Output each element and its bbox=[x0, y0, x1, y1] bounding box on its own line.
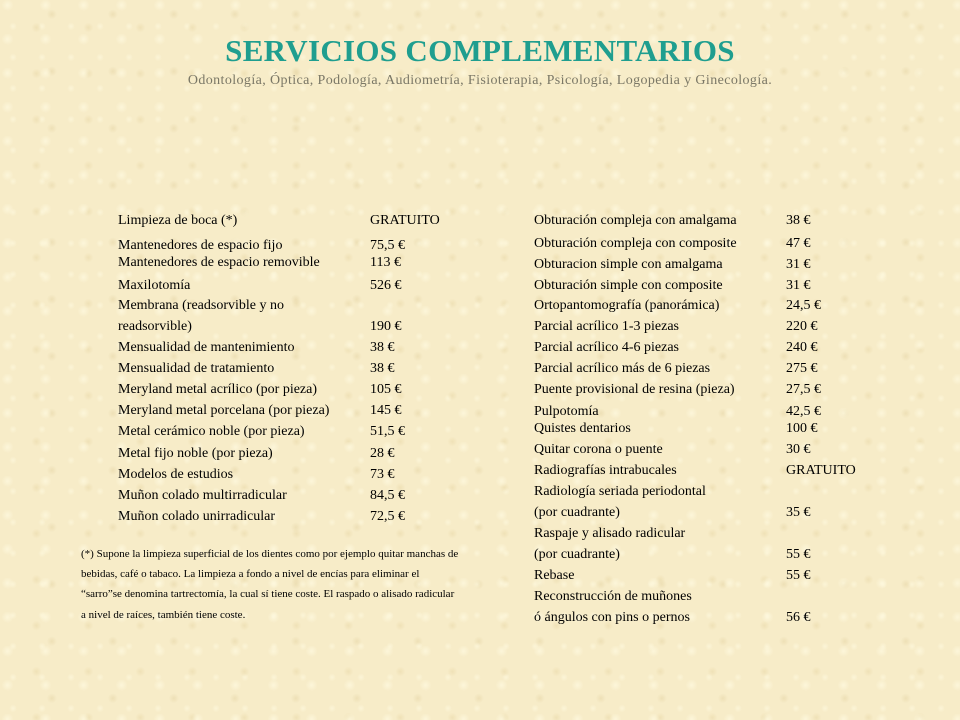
service-price: 72,5 € bbox=[370, 509, 405, 524]
service-label: Raspaje y alisado radicular bbox=[534, 526, 686, 541]
service-label: Quitar corona o puente bbox=[534, 442, 663, 457]
service-price: 113 € bbox=[370, 255, 401, 270]
service-label: Rebase bbox=[534, 568, 575, 583]
service-price: 38 € bbox=[370, 361, 395, 376]
service-price: 55 € bbox=[786, 568, 811, 583]
service-price: 526 € bbox=[370, 278, 402, 293]
service-price: 190 € bbox=[370, 319, 402, 334]
service-label: Maxilotomía bbox=[118, 278, 191, 293]
service-price: 240 € bbox=[786, 340, 818, 355]
service-label: Obturación simple con composite bbox=[534, 278, 723, 293]
service-label: Parcial acrílico más de 6 piezas bbox=[534, 361, 711, 376]
service-label: Limpieza de boca (*) bbox=[118, 213, 238, 228]
service-price: 28 € bbox=[370, 446, 395, 461]
service-price: GRATUITO bbox=[370, 213, 440, 228]
service-label: Meryland metal acrílico (por pieza) bbox=[118, 382, 318, 397]
service-price: 56 € bbox=[786, 610, 811, 625]
service-label: Obturación compleja con amalgama bbox=[534, 213, 737, 228]
service-price: 84,5 € bbox=[370, 488, 405, 503]
service-label: Mensualidad de tratamiento bbox=[118, 361, 275, 376]
service-label: Mantenedores de espacio fijo bbox=[118, 238, 283, 253]
service-label: Metal cerámico noble (por pieza) bbox=[118, 424, 305, 439]
service-label: readsorvible) bbox=[118, 319, 192, 334]
service-label: Obturación compleja con composite bbox=[534, 236, 737, 251]
service-label: Modelos de estudios bbox=[118, 467, 234, 482]
service-label: Radiografías intrabucales bbox=[534, 463, 677, 478]
service-label: Metal fijo noble (por pieza) bbox=[118, 446, 273, 461]
service-price: 38 € bbox=[786, 213, 811, 228]
service-label: Muñon colado unirradicular bbox=[118, 509, 276, 524]
service-price: 35 € bbox=[786, 505, 811, 520]
footnote: (*) Supone la limpieza superficial de los dientes como por ejemplo quitar manchas de bebidas, café o tabaco. La limpieza a fondo a nivel de encías para eliminar el “sarro”se denomina tartrectomía, la cual sí tiene coste. El raspado o alisado radicular a nivel de raíces, también tiene coste. bbox=[81, 548, 459, 621]
service-label: Radiología seriada periodontal bbox=[534, 484, 706, 499]
service-label: Mantenedores de espacio removible bbox=[118, 255, 320, 270]
service-price: 42,5 € bbox=[786, 404, 821, 419]
service-label: Parcial acrílico 4-6 piezas bbox=[534, 340, 679, 355]
service-label: Ortopantomografía (panorámica) bbox=[534, 298, 720, 313]
service-price: 100 € bbox=[786, 421, 818, 436]
service-label: (por cuadrante) bbox=[534, 505, 620, 520]
service-label: Membrana (readsorvible y no bbox=[118, 298, 284, 313]
service-price: 275 € bbox=[786, 361, 818, 376]
page-title: SERVICIOS COMPLEMENTARIOS bbox=[225, 33, 735, 68]
service-price: 30 € bbox=[786, 442, 811, 457]
service-label: Mensualidad de mantenimiento bbox=[118, 340, 295, 355]
service-label: Meryland metal porcelana (por pieza) bbox=[118, 403, 330, 418]
service-price: 73 € bbox=[370, 467, 395, 482]
service-price: 31 € bbox=[786, 278, 811, 293]
service-price: 47 € bbox=[786, 236, 811, 251]
service-price: 75,5 € bbox=[370, 238, 405, 253]
service-price: 38 € bbox=[370, 340, 395, 355]
service-price: 145 € bbox=[370, 403, 402, 418]
service-price: 105 € bbox=[370, 382, 402, 397]
service-label: Puente provisional de resina (pieza) bbox=[534, 382, 735, 397]
service-price: 24,5 € bbox=[786, 298, 821, 313]
service-label: Obturacion simple con amalgama bbox=[534, 257, 723, 272]
service-label: Quistes dentarios bbox=[534, 421, 631, 436]
service-label: Reconstrucción de muñones bbox=[534, 589, 692, 604]
service-price: 27,5 € bbox=[786, 382, 821, 397]
service-label: ó ángulos con pins o pernos bbox=[534, 610, 690, 625]
service-label: (por cuadrante) bbox=[534, 547, 620, 562]
page-subtitle: Odontología, Óptica, Podología, Audiometría, Fisioterapia, Psicología, Logopedia y Ginecología. bbox=[187, 73, 773, 88]
service-price: 31 € bbox=[786, 257, 811, 272]
service-label: Parcial acrílico 1-3 piezas bbox=[534, 319, 679, 334]
service-label: Muñon colado multirradicular bbox=[118, 488, 287, 503]
service-price: 220 € bbox=[786, 319, 818, 334]
service-price: GRATUITO bbox=[786, 463, 856, 478]
service-price: 55 € bbox=[786, 547, 811, 562]
service-label: Pulpotomía bbox=[534, 404, 599, 419]
service-price: 51,5 € bbox=[370, 424, 405, 439]
